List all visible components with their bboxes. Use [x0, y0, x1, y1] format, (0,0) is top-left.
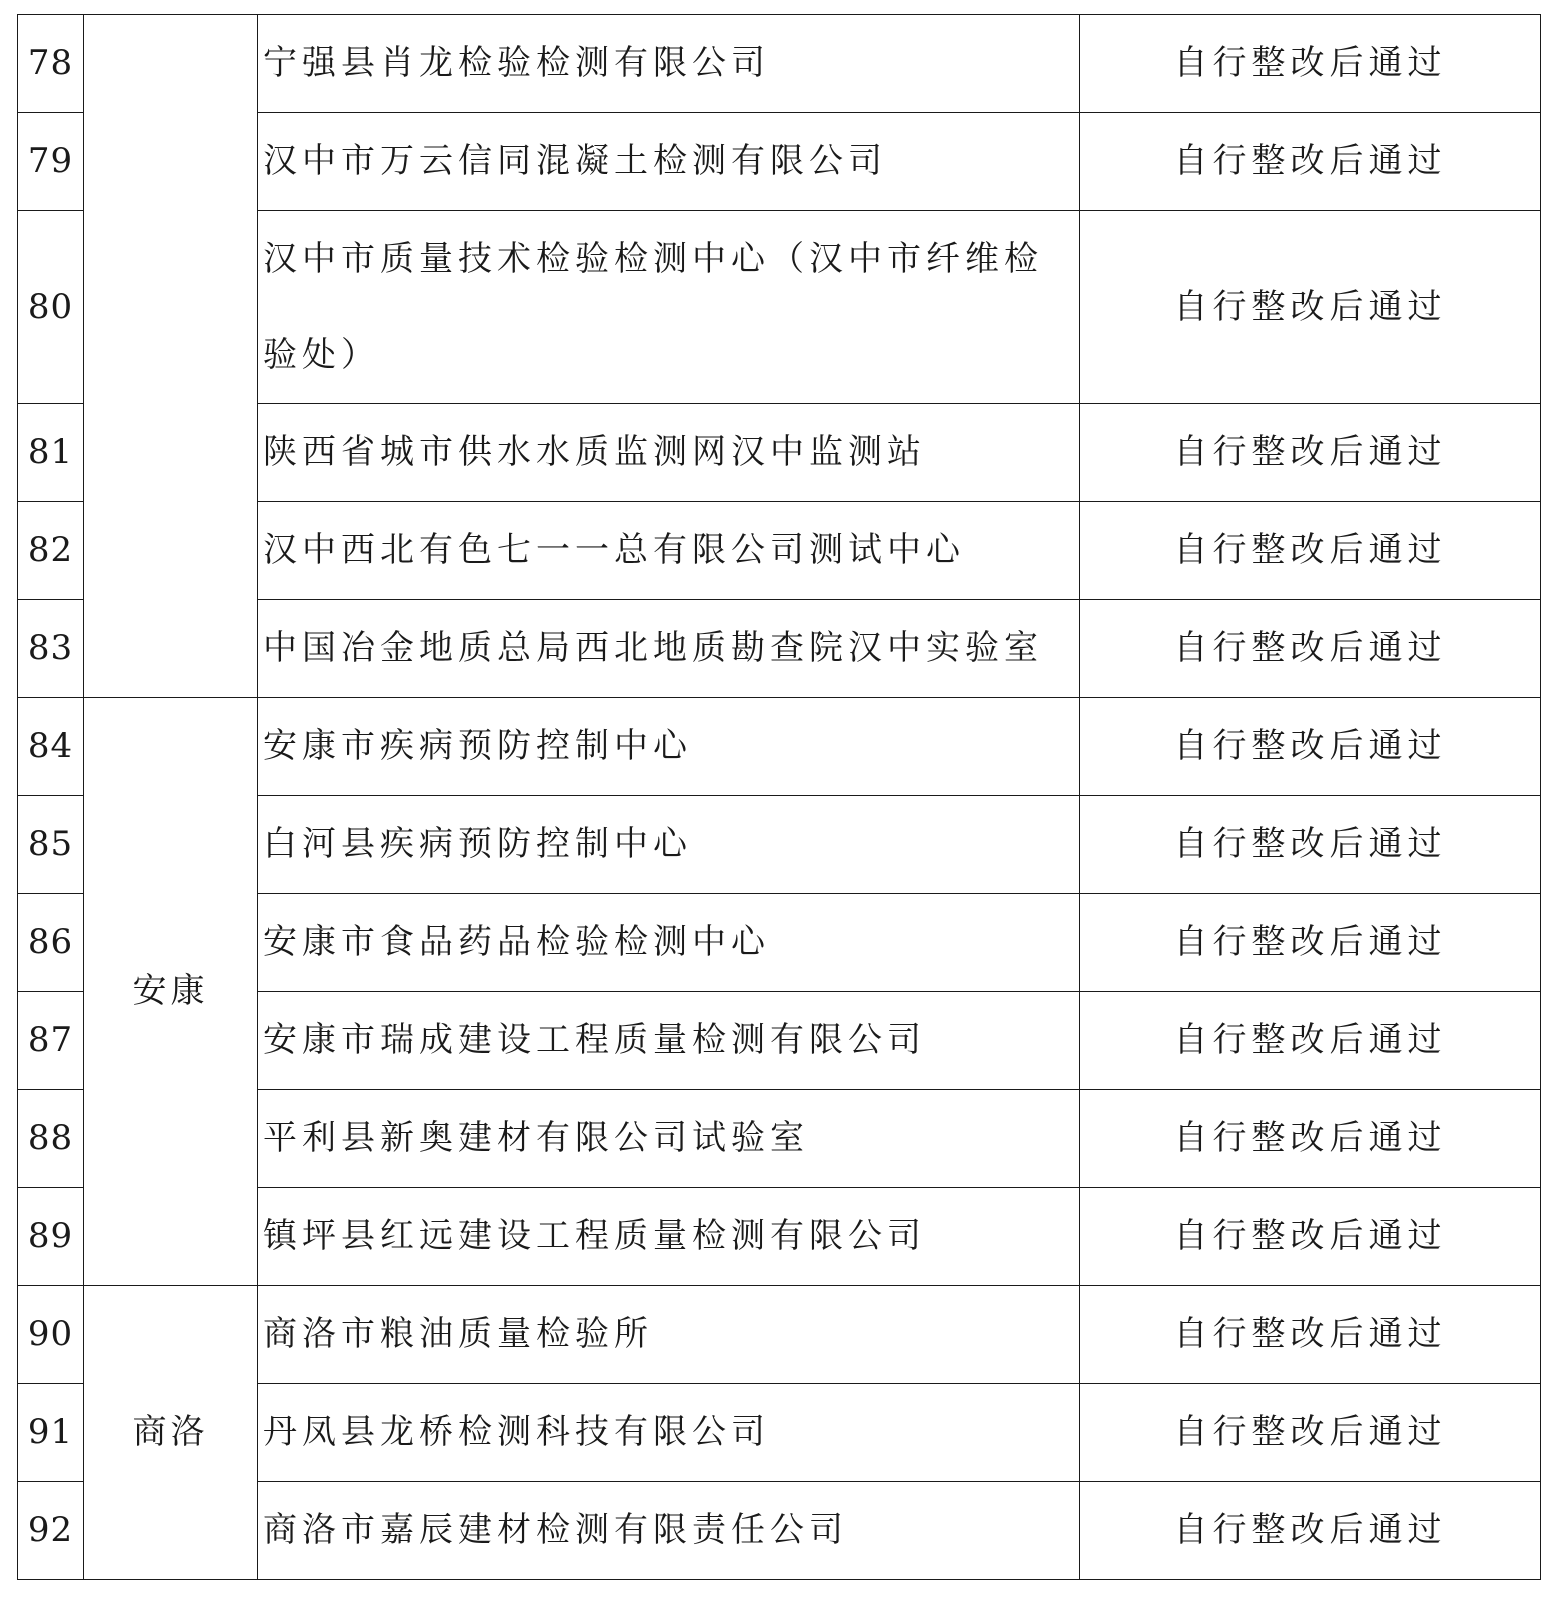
row-number: 88 — [18, 1090, 84, 1188]
institution-name: 白河县疾病预防控制中心 — [258, 796, 1080, 894]
review-result: 自行整改后通过 — [1080, 992, 1541, 1090]
row-number: 90 — [18, 1286, 84, 1384]
institution-name: 镇坪县红远建设工程质量检测有限公司 — [258, 1188, 1080, 1286]
row-number: 84 — [18, 698, 84, 796]
row-number: 89 — [18, 1188, 84, 1286]
review-result: 自行整改后通过 — [1080, 502, 1541, 600]
review-result: 自行整改后通过 — [1080, 1090, 1541, 1188]
review-result: 自行整改后通过 — [1080, 15, 1541, 113]
row-number: 83 — [18, 600, 84, 698]
results-table — [17, 14, 1541, 1580]
city-cell-ankang: 安康 — [84, 698, 258, 1286]
table-row — [18, 15, 1541, 113]
review-result: 自行整改后通过 — [1080, 796, 1541, 894]
institution-name: 汉中西北有色七一一总有限公司测试中心 — [258, 502, 1080, 600]
review-result: 自行整改后通过 — [1080, 600, 1541, 698]
institution-name: 宁强县肖龙检验检测有限公司 — [258, 15, 1080, 113]
institution-name: 汉中市万云信同混凝土检测有限公司 — [258, 113, 1080, 211]
review-result: 自行整改后通过 — [1080, 1384, 1541, 1482]
table-row — [18, 698, 1541, 796]
row-number: 92 — [18, 1482, 84, 1580]
row-number: 85 — [18, 796, 84, 894]
row-number: 78 — [18, 15, 84, 113]
institution-name: 汉中市质量技术检验检测中心（汉中市纤维检验处） — [258, 211, 1080, 404]
row-number: 79 — [18, 113, 84, 211]
review-result: 自行整改后通过 — [1080, 113, 1541, 211]
review-result: 自行整改后通过 — [1080, 894, 1541, 992]
review-result: 自行整改后通过 — [1080, 1188, 1541, 1286]
institution-name: 丹凤县龙桥检测科技有限公司 — [258, 1384, 1080, 1482]
institution-name: 安康市瑞成建设工程质量检测有限公司 — [258, 992, 1080, 1090]
institution-name: 商洛市嘉辰建材检测有限责任公司 — [258, 1482, 1080, 1580]
row-number: 86 — [18, 894, 84, 992]
row-number: 82 — [18, 502, 84, 600]
institution-name: 安康市疾病预防控制中心 — [258, 698, 1080, 796]
review-result: 自行整改后通过 — [1080, 1482, 1541, 1580]
institution-name: 中国冶金地质总局西北地质勘查院汉中实验室 — [258, 600, 1080, 698]
institution-name: 商洛市粮油质量检验所 — [258, 1286, 1080, 1384]
review-result: 自行整改后通过 — [1080, 404, 1541, 502]
review-result: 自行整改后通过 — [1080, 1286, 1541, 1384]
institution-name: 陕西省城市供水水质监测网汉中监测站 — [258, 404, 1080, 502]
institution-name: 平利县新奥建材有限公司试验室 — [258, 1090, 1080, 1188]
table-row — [18, 1286, 1541, 1384]
row-number: 91 — [18, 1384, 84, 1482]
review-result: 自行整改后通过 — [1080, 211, 1541, 404]
row-number: 81 — [18, 404, 84, 502]
row-number: 87 — [18, 992, 84, 1090]
city-cell-shangluo: 商洛 — [84, 1286, 258, 1580]
city-cell — [84, 15, 258, 698]
institution-name: 安康市食品药品检验检测中心 — [258, 894, 1080, 992]
review-result: 自行整改后通过 — [1080, 698, 1541, 796]
row-number: 80 — [18, 211, 84, 404]
